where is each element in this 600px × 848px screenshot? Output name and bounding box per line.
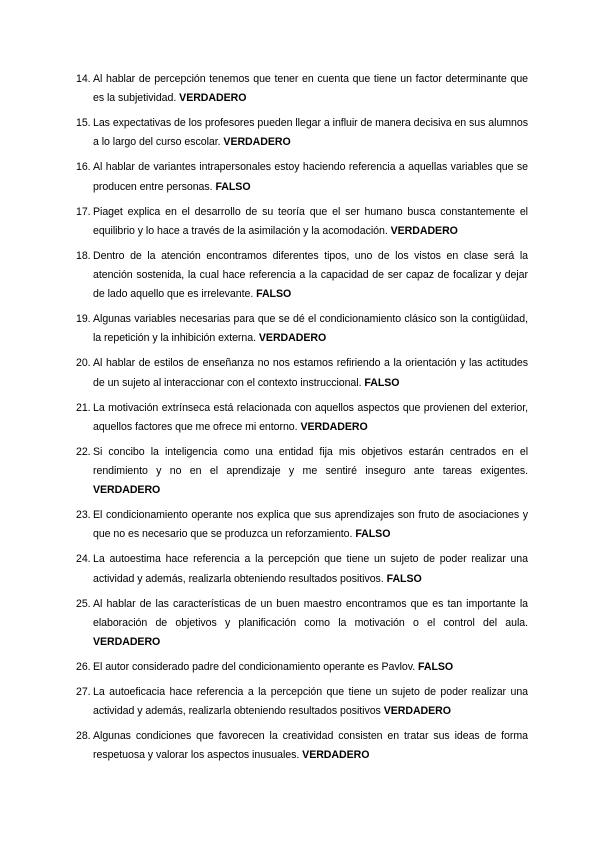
item-number: 16. (76, 161, 91, 174)
item-answer: VERDADERO (258, 332, 327, 345)
item-statement: Algunas variables necesarias para que se dé el condicionamiento clásico son la contigüidad, la repetición y la inhibición externa. (93, 313, 528, 345)
item-statement: La autoeficacia hace referencia a la percepción que tiene un sujeto de poder realizar una actividad y además, realizarla obteniendo resultados positivos (93, 686, 528, 718)
true-false-list (76, 70, 528, 771)
item-answer: VERDADERO (223, 136, 291, 149)
item-answer: FALSO (364, 376, 400, 389)
list-item (76, 247, 528, 305)
item-statement: Las expectativas de los profesores pueden llegar a influir de manera decisiva en sus alumnos a lo largo del curso escolar. (93, 117, 528, 149)
list-item (76, 550, 528, 588)
item-statement: Si concibo la inteligencia como una entidad fija mis objetivos estarán centrados en el rendimiento y no en el aprendizaje y me sentiré inseguro ante tareas exigentes. (93, 445, 528, 478)
list-item (76, 658, 528, 677)
item-statement: Dentro de la atención encontramos diferentes tipos, uno de los vistos en clase será la atención sostenida, la cual hace referencia a la capacidad de ser capaz de focalizar y dejar de lado aquello que es irrelevante. (93, 249, 528, 301)
item-statement: La motivación extrínseca está relacionada con aquellos aspectos que provienen del exterior, aquellos factores que me ofrece mi entorno. (93, 401, 528, 433)
item-answer: FALSO (355, 528, 391, 541)
list-item (76, 727, 528, 765)
list-item (76, 443, 528, 501)
item-statement: El condicionamiento operante nos explica que sus aprendizajes son fruto de asociaciones y que no es necesario que se produzca un reforzamiento. (93, 509, 528, 541)
item-answer: VERDADERO (300, 420, 368, 433)
item-statement: Al hablar de variantes intrapersonales estoy haciendo referencia a aquellas variables que se producen entre personas. (93, 161, 528, 193)
list-item (76, 203, 528, 241)
item-number: 20. (76, 357, 91, 370)
item-statement: Al hablar de estilos de enseñanza no nos estamos refiriendo a la orientación y las actitudes de un sujeto al interaccionar con el contexto instruccional. (93, 357, 528, 389)
list-item (76, 506, 528, 544)
item-answer: VERDADERO (179, 92, 247, 105)
item-statement: Al hablar de percepción tenemos que tener en cuenta que tiene un factor determinante que es la subjetividad. (93, 73, 528, 105)
list-item (76, 683, 528, 721)
list-item (76, 354, 528, 392)
item-statement: Piaget explica en el desarrollo de su teoría que el ser humano busca constantemente el equilibrio y lo hace a través de la asimilación y la acomodación. (93, 205, 528, 237)
item-number: 18. (76, 249, 91, 262)
item-number: 28. (76, 730, 91, 743)
item-answer: VERDADERO (383, 705, 451, 718)
list-item (76, 595, 528, 653)
list-item (76, 114, 528, 152)
item-number: 19. (76, 313, 91, 326)
item-answer: VERDADERO (93, 484, 161, 497)
item-number: 26. (76, 661, 91, 674)
item-statement: Al hablar de las características de un buen maestro encontramos que es tan importante la elaboración de objetivos y planificación como la motivación o el control del aula. (93, 597, 528, 629)
item-number: 23. (76, 509, 91, 522)
list-item (76, 70, 528, 108)
item-answer: FALSO (386, 572, 422, 585)
item-answer: FALSO (215, 180, 251, 193)
list-item (76, 399, 528, 437)
item-statement: El autor considerado padre del condicionamiento operante es Pavlov. (93, 661, 416, 674)
item-answer: VERDADERO (302, 749, 370, 762)
item-answer: FALSO (256, 288, 292, 301)
item-answer: VERDADERO (93, 636, 161, 649)
item-number: 22. (76, 445, 91, 458)
item-number: 21. (76, 401, 91, 414)
item-number: 27. (76, 686, 91, 699)
item-number: 24. (76, 553, 91, 566)
item-statement: Algunas condiciones que favorecen la creatividad consisten en tratar sus ideas de forma respetuosa y valorar los aspectos inusuales. (93, 730, 528, 762)
item-statement: La autoestima hace referencia a la percepción que tiene un sujeto de poder realizar una actividad y además, realizarla obteniendo resultados positivos. (93, 553, 528, 585)
item-answer: FALSO (418, 661, 454, 674)
item-number: 25. (76, 597, 91, 610)
item-answer: VERDADERO (390, 224, 458, 237)
item-number: 17. (76, 205, 91, 218)
list-item (76, 158, 528, 196)
item-number: 15. (76, 117, 91, 130)
list-item (76, 310, 528, 348)
item-number: 14. (76, 73, 91, 85)
